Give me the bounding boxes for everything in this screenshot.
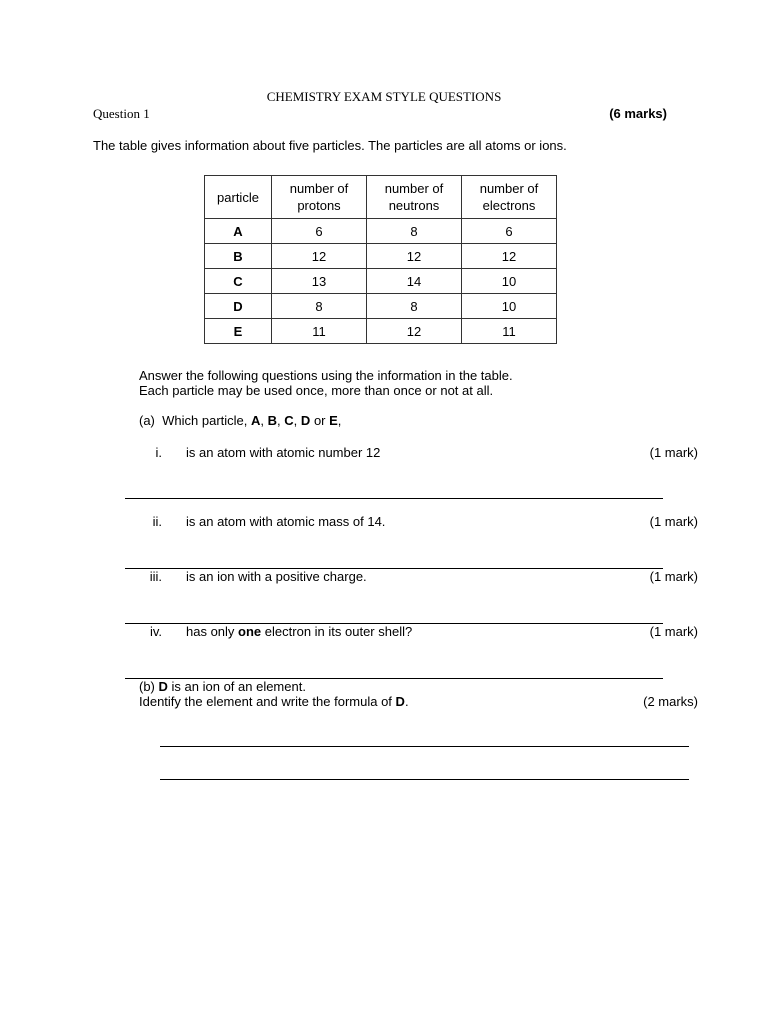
exam-title: CHEMISTRY EXAM STYLE QUESTIONS xyxy=(266,89,502,104)
neutrons-cell: 8 xyxy=(367,294,462,319)
item-text: is an atom with atomic mass of 14. xyxy=(186,514,386,529)
particle-id: A xyxy=(205,219,272,244)
header-neutrons: number of neutrons xyxy=(367,176,462,219)
electrons-cell: 12 xyxy=(462,244,557,269)
instructions-line-1: Answer the following questions using the information in the table. xyxy=(139,368,513,383)
particle-id: E xyxy=(205,319,272,344)
item-text: is an atom with atomic number 12 xyxy=(186,445,381,460)
answer-line-i[interactable] xyxy=(125,498,663,499)
electrons-cell: 6 xyxy=(462,219,557,244)
part-b-line-2: Identify the element and write the formula of D. xyxy=(139,694,409,709)
question-label: Question 1 xyxy=(93,106,150,121)
part-b-line-1: (b) D is an ion of an element. xyxy=(139,679,306,694)
item-text: is an ion with a positive charge. xyxy=(186,569,367,584)
item-number: iii. xyxy=(149,569,162,584)
table-header-row xyxy=(205,176,557,219)
item-marks: (1 mark) xyxy=(649,445,698,460)
table-row xyxy=(205,219,557,244)
part-b-marks: (2 marks) xyxy=(643,694,698,709)
electrons-cell: 10 xyxy=(462,294,557,319)
header-protons: number of protons xyxy=(272,176,367,219)
item-number: i. xyxy=(155,445,162,460)
particle-id: C xyxy=(205,269,272,294)
particles-table xyxy=(204,175,557,344)
item-text: has only one electron in its outer shell? xyxy=(186,624,413,639)
intro-text: The table gives information about five particles. The particles are all atoms or ions. xyxy=(93,138,567,153)
protons-cell: 12 xyxy=(272,244,367,269)
protons-cell: 6 xyxy=(272,219,367,244)
instructions-line-2: Each particle may be used once, more than once or not at all. xyxy=(139,383,494,398)
answer-line-b-2[interactable] xyxy=(160,779,689,780)
table-row xyxy=(205,269,557,294)
particle-id: B xyxy=(205,244,272,269)
neutrons-cell: 8 xyxy=(367,219,462,244)
item-marks: (1 mark) xyxy=(649,514,698,529)
protons-cell: 8 xyxy=(272,294,367,319)
table-row xyxy=(205,319,557,344)
protons-cell: 13 xyxy=(272,269,367,294)
part-a-prompt: (a) Which particle, A, B, C, D or E, xyxy=(139,413,342,428)
item-number: iv. xyxy=(149,624,162,639)
protons-cell: 11 xyxy=(272,319,367,344)
particle-id: D xyxy=(205,294,272,319)
question-marks: (6 marks) xyxy=(609,106,667,121)
table-row xyxy=(205,294,557,319)
item-marks: (1 mark) xyxy=(649,569,698,584)
table-row xyxy=(205,244,557,269)
neutrons-cell: 12 xyxy=(367,319,462,344)
answer-line-b-1[interactable] xyxy=(160,746,689,747)
neutrons-cell: 14 xyxy=(367,269,462,294)
header-particle: particle xyxy=(205,176,272,219)
item-marks: (1 mark) xyxy=(649,624,698,639)
electrons-cell: 11 xyxy=(462,319,557,344)
item-number: ii. xyxy=(152,514,162,529)
electrons-cell: 10 xyxy=(462,269,557,294)
header-electrons: number of electrons xyxy=(462,176,557,219)
neutrons-cell: 12 xyxy=(367,244,462,269)
